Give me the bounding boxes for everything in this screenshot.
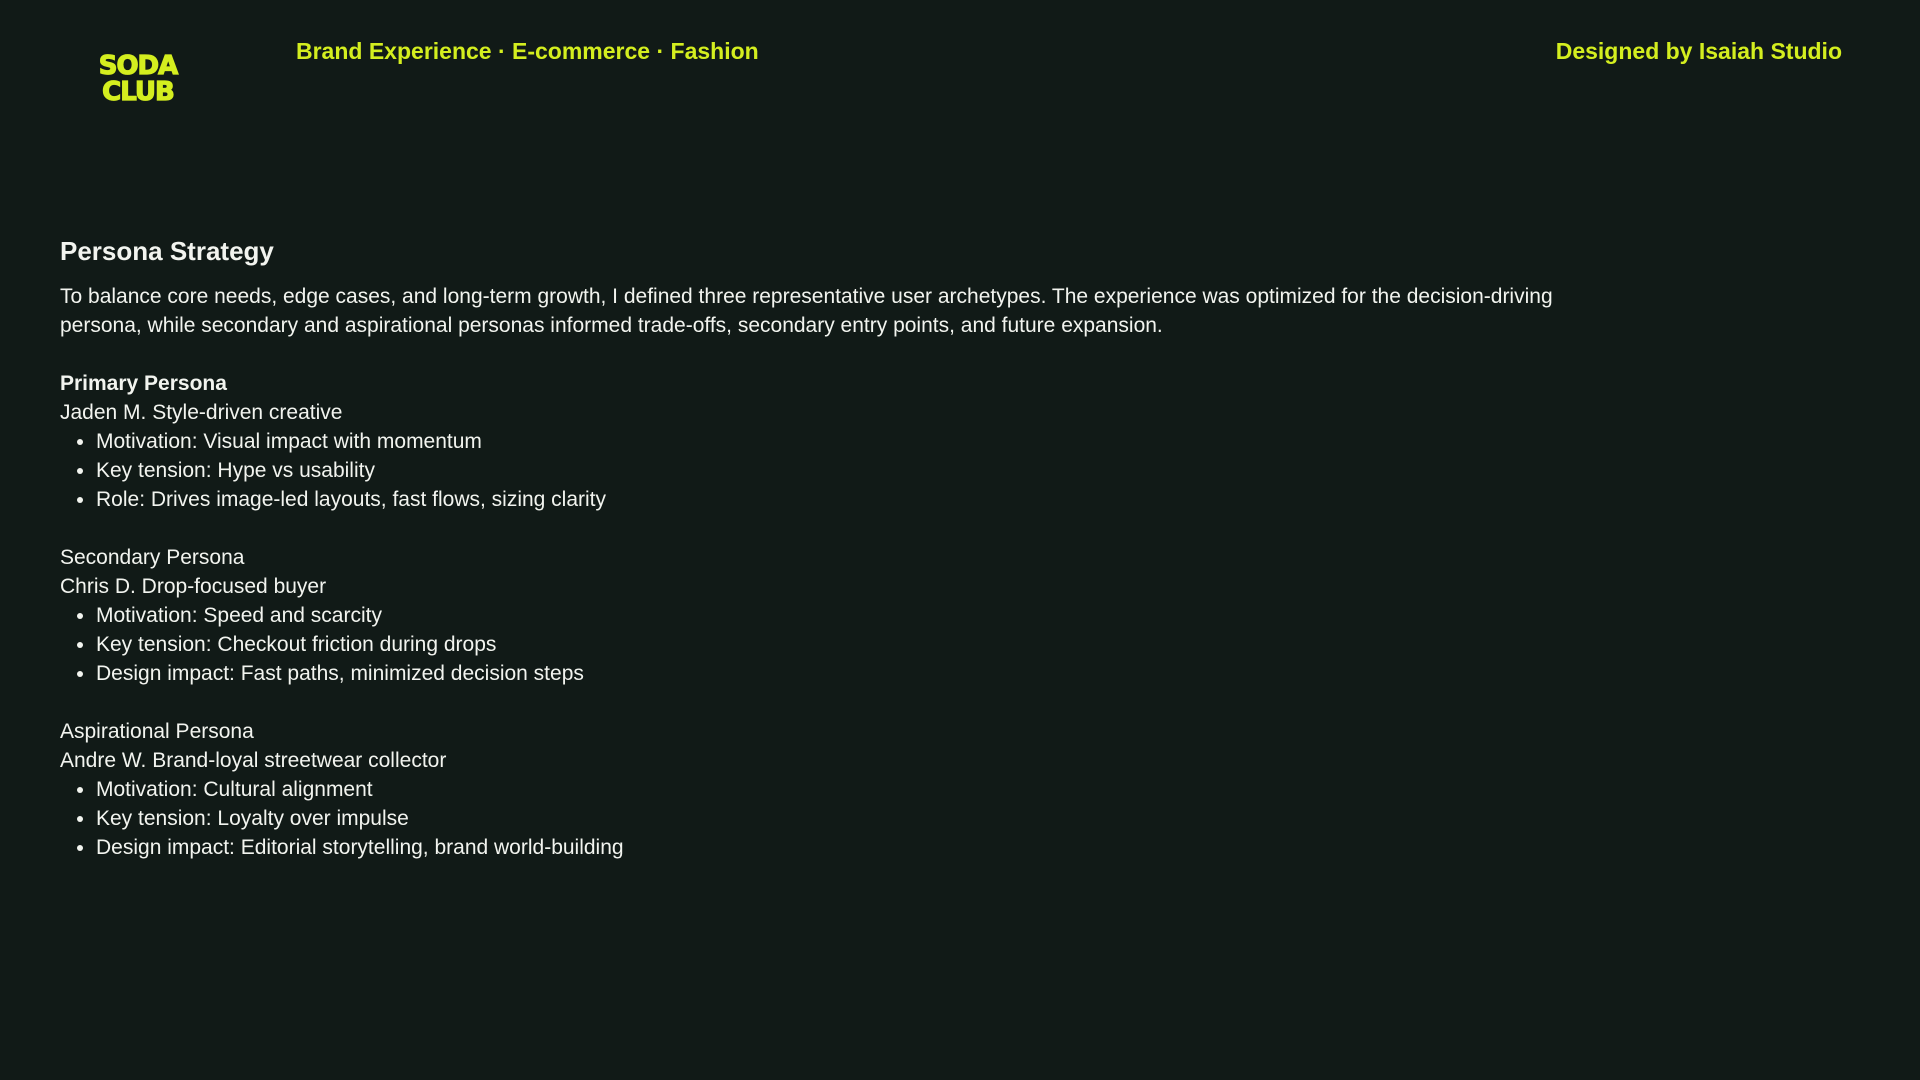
persona-points <box>60 427 1620 514</box>
persona-point: • Role: Drives image-led layouts, fast flows, sizing clarity <box>96 485 1620 514</box>
soda-club-logo <box>92 50 184 106</box>
persona-points <box>60 775 1620 862</box>
persona-point: • Motivation: Visual impact with momentum <box>96 427 1620 456</box>
persona-strategy-section <box>60 234 1620 891</box>
section-intro: To balance core needs, edge cases, and long-term growth, I defined three representative user archetypes. The experience was optimized for the decision-driving persona, while secondary and aspirational personas informed trade-offs, secondary entry points, and future expansion. <box>60 285 1553 337</box>
persona-label: Secondary Persona <box>60 546 245 569</box>
section-title: Persona Strategy <box>60 236 274 266</box>
persona-point: • Design impact: Editorial storytelling, brand world-building <box>96 833 1620 862</box>
persona-label: Primary Persona <box>60 372 227 395</box>
persona-name: Chris D. Drop-focused buyer <box>60 575 327 598</box>
persona-aspirational <box>60 717 1620 862</box>
svg-text:CLUB: CLUB <box>102 77 174 106</box>
persona-secondary <box>60 543 1620 688</box>
persona-point: • Key tension: Loyalty over impulse <box>96 804 1620 833</box>
soda-club-logo-icon <box>92 50 184 106</box>
persona-point: • Key tension: Hype vs usability <box>96 456 1620 485</box>
persona-point: • Motivation: Cultural alignment <box>96 775 1620 804</box>
project-tags: Brand Experience · E-commerce · Fashion <box>296 38 759 64</box>
svg-text:SODA: SODA <box>98 51 178 81</box>
persona-point: • Key tension: Checkout friction during drops <box>96 630 1620 659</box>
persona-name: Jaden M. Style-driven creative <box>60 401 343 424</box>
persona-point: • Motivation: Speed and scarcity <box>96 601 1620 630</box>
persona-primary <box>60 369 1620 514</box>
persona-point: • Design impact: Fast paths, minimized decision steps <box>96 659 1620 688</box>
persona-points <box>60 601 1620 688</box>
designer-credit: Designed by Isaiah Studio <box>1555 38 1842 64</box>
persona-label: Aspirational Persona <box>60 720 254 743</box>
persona-name: Andre W. Brand-loyal streetwear collector <box>60 749 447 772</box>
